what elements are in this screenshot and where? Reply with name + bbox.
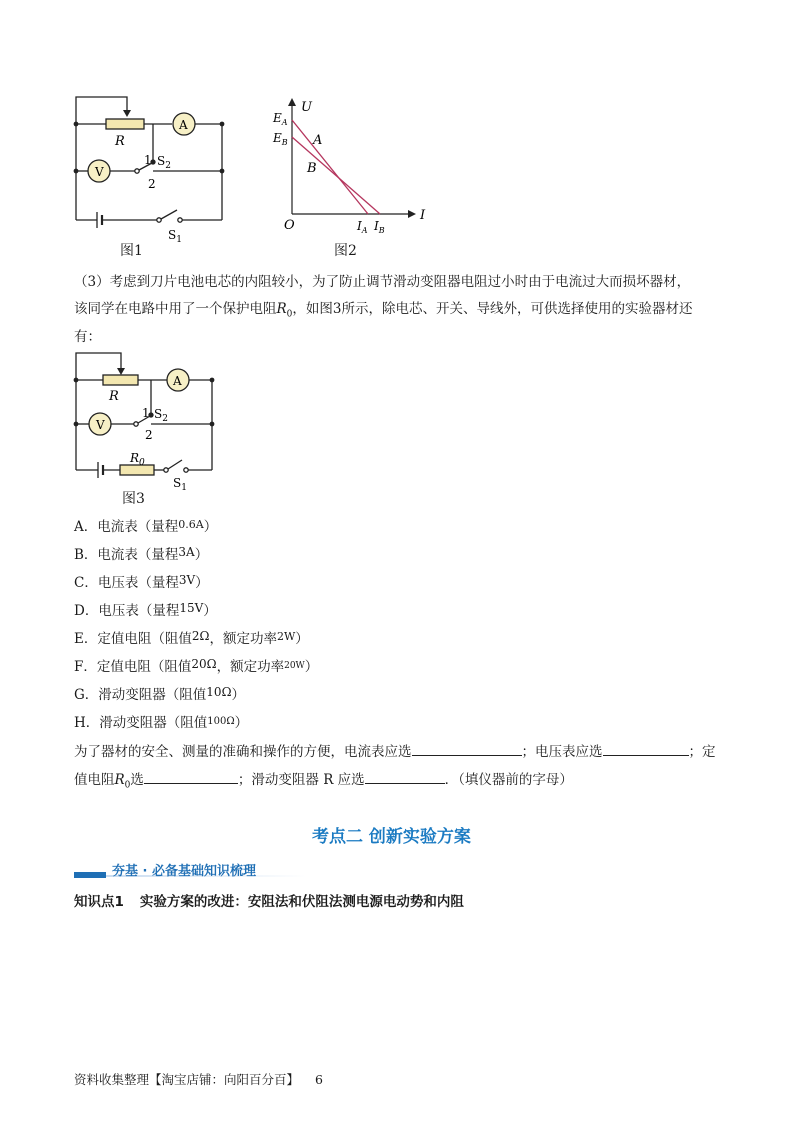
option-h: H．滑动变阻器（阻值$^{100\Omega}$） [74, 715, 249, 731]
fill-in-line-2: 值电阻$R_0$选 ；滑动变阻器 R 应选 ．（填仪器前的字母） [74, 769, 573, 796]
section-banner [74, 858, 314, 882]
fig3-voltmeter-label: V [96, 418, 105, 432]
option-f: F．定值电阻（阻值20Ω，额定功率$^{20W}$） [74, 657, 319, 675]
fig2-origin: O [284, 218, 295, 233]
fig3-terminal-2: 2 [145, 428, 153, 442]
fig2-axis-i: I [420, 208, 426, 223]
fig2-line-b: B [307, 161, 317, 176]
fig3-switch-s2: $S_2$ [154, 407, 168, 424]
fig2-label-ib: $I_B$ [374, 219, 385, 235]
fig3-caption: 图3 [122, 491, 145, 507]
banner-bar [74, 872, 106, 878]
footer-text: 资料收集整理【淘宝店铺：向阳百分百】 [74, 1072, 300, 1087]
blank-ammeter[interactable] [412, 741, 522, 756]
fig1-ammeter-label: A [179, 118, 188, 132]
knowledge-point-text: 实验方案的改进：安阻法和伏阻法测电源电动势和内阻 [139, 894, 464, 910]
fig1-terminal-2: 2 [148, 177, 156, 191]
blank-rheostat[interactable] [365, 769, 445, 784]
fig3-label-r: R [109, 389, 119, 404]
fig1-switch-s1: $S_1$ [168, 228, 182, 245]
fig1-switch-s2: $S_2$ [157, 154, 171, 171]
question-paragraph-line-2: 该同学在电路中用了一个保护电阻$R_0$，如图3所示，除电芯、开关、导线外，可供选择使用的实验器材还 [74, 301, 693, 320]
knowledge-point-heading [74, 890, 464, 910]
fig1-voltmeter-label: V [95, 165, 104, 179]
fig3-terminal-1: 1 [142, 406, 150, 420]
fig2-line-a: A [313, 133, 323, 148]
footer [74, 1070, 323, 1088]
figure-3-circuit [60, 342, 230, 493]
fig3-ammeter-label: A [173, 374, 182, 388]
option-a: A．电流表（量程$^{0.6A}$） [74, 518, 218, 535]
fig2-label-ea: $E_A$ [273, 111, 288, 127]
blank-voltmeter[interactable] [603, 741, 689, 756]
fig2-axis-u: U [301, 100, 312, 115]
figure-1-circuit [60, 88, 240, 260]
option-e: E．定值电阻（阻值2Ω，额定功率$^{2W}$） [74, 629, 309, 647]
option-b: B．电流表（量程3A） [74, 545, 209, 563]
fig2-caption: 图2 [334, 243, 357, 259]
question-paragraph-line-3: 有： [74, 329, 101, 345]
fig1-terminal-1: 1 [144, 153, 152, 167]
knowledge-point-label: 知识点1 [74, 894, 124, 910]
option-c: C．电压表（量程3V） [74, 573, 209, 591]
option-g: G．滑动变阻器（阻值10Ω） [74, 685, 246, 703]
banner-text: 夯基 · 必备基础知识梳理 [112, 864, 256, 879]
fig1-label-r: R [115, 134, 125, 149]
fig2-label-ia: $I_A$ [357, 219, 368, 235]
fig3-switch-s1: $S_1$ [173, 476, 187, 493]
page-number: 6 [315, 1072, 323, 1087]
figure-2-graph [262, 92, 432, 240]
fill-in-line-1: 为了器材的安全、测量的准确和操作的方便，电流表应选 ；电压表应选 ；定 [74, 741, 716, 762]
fig3-label-r0: $R_0$ [130, 451, 145, 468]
fig1-caption: 图1 [120, 243, 143, 259]
fig2-label-eb: $E_B$ [273, 131, 288, 147]
question-paragraph-line-1: （3）考虑到刀片电池电芯的内阻较小，为了防止调节滑动变阻器电阻过小时由于电流过大而损坏器材， [74, 274, 691, 290]
section-title: 考点二 创新实验方案 [312, 827, 471, 847]
blank-resistor-r0[interactable] [144, 769, 238, 784]
option-d: D．电压表（量程15V） [74, 601, 217, 619]
